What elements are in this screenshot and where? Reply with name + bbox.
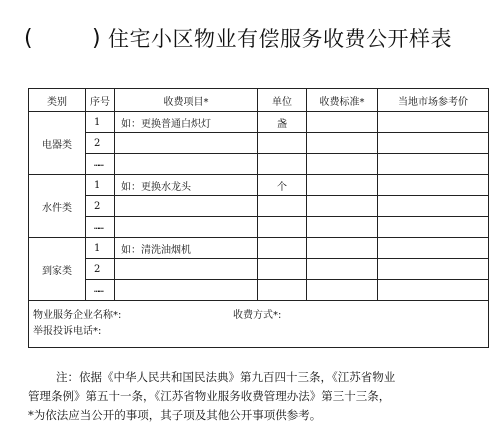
table-row [29,196,489,217]
fee-item-cell: 如：清洗油烟机 [115,238,258,259]
row-number: 2 [86,196,115,217]
title-close-paren: ) [92,26,101,51]
unit-cell [258,154,307,175]
row-number: …… [86,217,115,238]
fee-table [28,88,489,348]
header-unit: 单位 [258,89,307,112]
complaint-phone-label: 举报投诉电话*: [33,326,102,337]
unit-cell: 盏 [258,112,307,133]
market-reference-cell [378,133,489,154]
unit-cell [258,217,307,238]
table-row [29,154,489,175]
category-plumbing: 水件类 [29,175,86,238]
table-row [29,259,489,280]
market-reference-cell [378,238,489,259]
table-row [29,175,489,196]
row-number: 1 [86,175,115,196]
unit-cell [258,280,307,301]
footnote-line-3: *为依法应当公开的事项，其子项及其他公开事项供参考。 [28,408,322,422]
footnote-line-1: 注：依据《中华人民共和国民法典》第九百四十三条，《江苏省物业 [56,370,396,384]
header-market-reference: 当地市场参考价 [378,89,489,112]
market-reference-cell [378,196,489,217]
unit-cell [258,238,307,259]
unit-cell [258,259,307,280]
header-fee-item: 收费项目* [115,89,258,112]
market-reference-cell [378,175,489,196]
fee-standard-cell [307,238,378,259]
table-row [29,238,489,259]
fee-standard-cell [307,259,378,280]
category-home-service: 到家类 [29,238,86,301]
row-number: 1 [86,238,115,259]
table-footer [29,301,489,348]
fee-item-cell [115,196,258,217]
header-category: 类别 [29,89,86,112]
table-row [29,280,489,301]
header-fee-standard: 收费标准* [307,89,378,112]
fee-standard-cell [307,112,378,133]
table-row [29,217,489,238]
fee-standard-cell [307,175,378,196]
table-header-row [29,89,489,112]
market-reference-cell [378,280,489,301]
fee-item-cell [115,259,258,280]
unit-cell [258,133,307,154]
document-title [0,22,504,56]
header-number: 序号 [86,89,115,112]
market-reference-cell [378,154,489,175]
unit-cell: 个 [258,175,307,196]
fee-item-cell [115,133,258,154]
fee-standard-cell [307,280,378,301]
fee-standard-cell [307,217,378,238]
row-number: 1 [86,112,115,133]
table-footer-row [29,301,489,348]
market-reference-cell [378,259,489,280]
fee-item-cell [115,154,258,175]
footnote-line-2: 管理条例》第五十一条，《江苏省物业服务收费管理办法》第三十三条， [28,389,391,403]
row-number: …… [86,154,115,175]
category-electrical: 电器类 [29,112,86,175]
fee-standard-cell [307,133,378,154]
company-name-label: 物业服务企业名称*: [33,310,122,321]
fee-item-cell: 如：更换普通白炽灯 [115,112,258,133]
title-open-paren: ( [24,26,33,51]
fee-item-cell [115,217,258,238]
row-number: 2 [86,259,115,280]
fee-standard-cell [307,154,378,175]
fee-standard-cell [307,196,378,217]
fee-item-cell [115,280,258,301]
market-reference-cell [378,217,489,238]
fee-method-label: 收费方式*: [233,310,282,321]
fee-item-cell: 如：更换水龙头 [115,175,258,196]
row-number: …… [86,280,115,301]
footnote [28,368,484,425]
title-text: 住宅小区物业有偿服务收费公开样表 [108,27,452,51]
market-reference-cell [378,112,489,133]
row-number: 2 [86,133,115,154]
table-row [29,112,489,133]
table-row [29,133,489,154]
unit-cell [258,196,307,217]
